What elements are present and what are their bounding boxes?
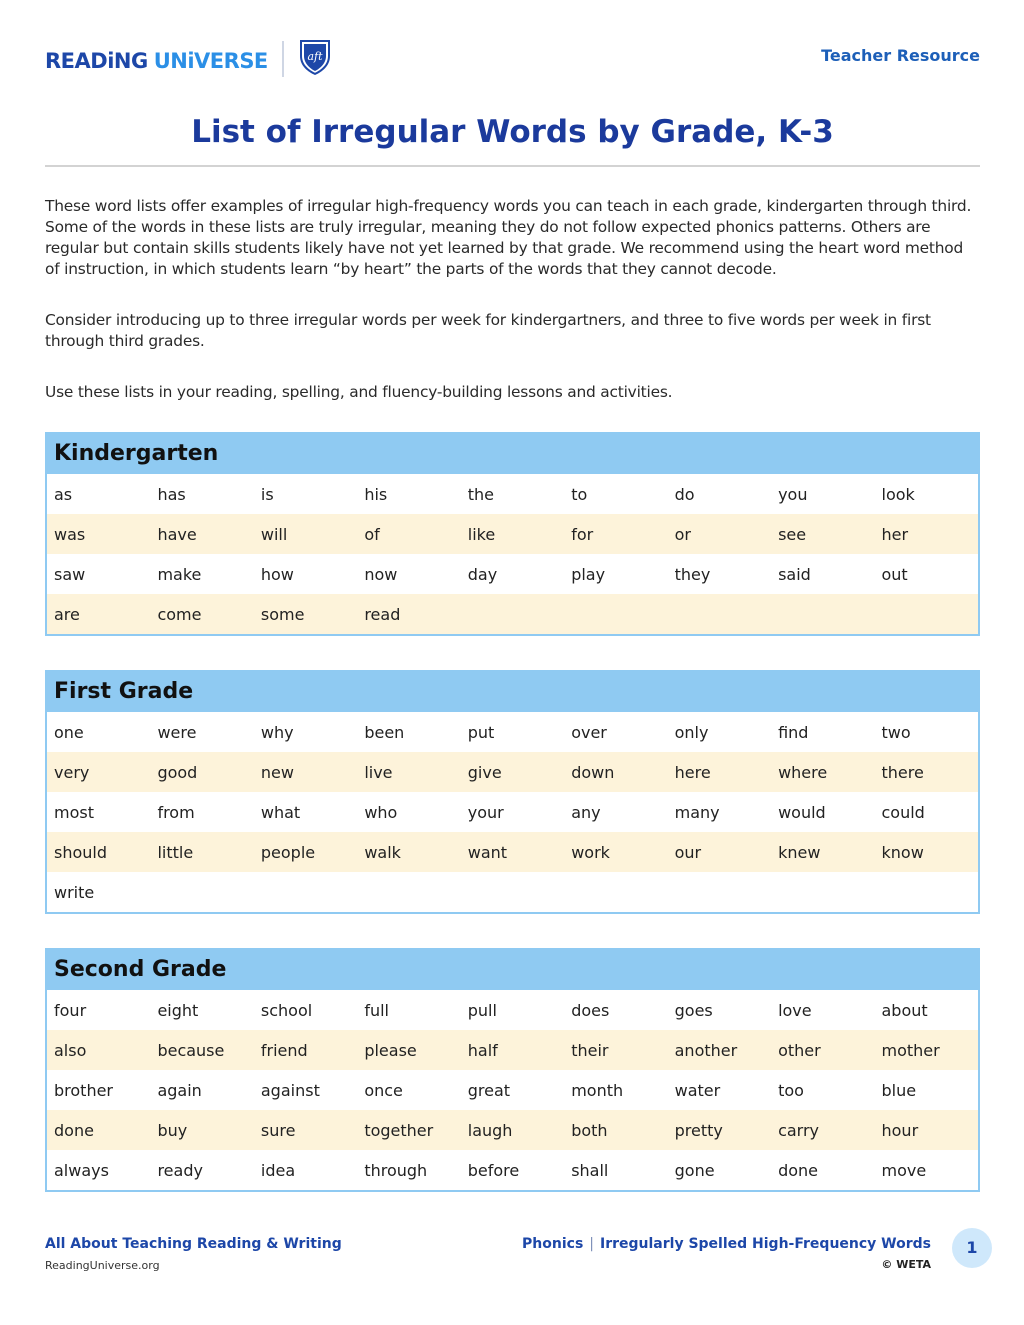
footer-subtopic: Irregularly Spelled High-Frequency Words xyxy=(600,1236,931,1252)
word-cell: half xyxy=(467,1040,498,1060)
word-cell: because xyxy=(157,1040,225,1060)
word-cell: school xyxy=(260,1000,313,1020)
word-cell: has xyxy=(157,484,186,504)
word-cell: too xyxy=(778,1080,804,1100)
word-cell: pretty xyxy=(674,1120,723,1140)
teacher-resource-label: Teacher Resource xyxy=(821,46,980,65)
word-cell: of xyxy=(364,524,380,544)
word-cell: out xyxy=(881,564,908,584)
word-cell: work xyxy=(571,842,610,862)
kindergarten-rows xyxy=(47,474,978,634)
word-cell: said xyxy=(778,564,811,584)
word-cell: is xyxy=(260,484,274,504)
footer-topic: Phonics xyxy=(522,1236,584,1252)
aft-logo-icon xyxy=(296,36,334,80)
word-cell: move xyxy=(881,1160,927,1180)
page-header xyxy=(45,34,980,78)
word-cell: over xyxy=(571,722,607,742)
table-row xyxy=(47,1110,978,1150)
table-row xyxy=(47,474,978,514)
word-cell: once xyxy=(364,1080,403,1100)
word-cell: laugh xyxy=(467,1120,513,1140)
table-row xyxy=(47,594,978,634)
word-cell: any xyxy=(571,802,601,822)
word-cell: month xyxy=(571,1080,624,1100)
table-row xyxy=(47,872,978,912)
word-cell: live xyxy=(364,762,393,782)
word-cell: his xyxy=(364,484,388,504)
first-grade-rows xyxy=(47,712,978,912)
word-cell: how xyxy=(260,564,294,584)
word-cell: pull xyxy=(467,1000,497,1020)
word-cell: are xyxy=(54,604,80,624)
word-cell: does xyxy=(571,1000,610,1020)
word-cell: as xyxy=(54,484,73,504)
word-cell: you xyxy=(778,484,808,504)
word-cell: want xyxy=(467,842,508,862)
word-cell: now xyxy=(364,564,398,584)
kindergarten-heading: Kindergarten xyxy=(47,434,978,474)
word-cell: been xyxy=(364,722,405,742)
word-cell: for xyxy=(571,524,594,544)
page-number-badge: 1 xyxy=(952,1228,992,1268)
table-row xyxy=(47,832,978,872)
word-cell: good xyxy=(157,762,198,782)
table-row xyxy=(47,752,978,792)
logo-reading-text: READiNG xyxy=(45,49,148,73)
word-cell: two xyxy=(881,722,911,742)
footer-separator: | xyxy=(589,1236,594,1252)
word-cell: saw xyxy=(54,564,86,584)
word-cell: before xyxy=(467,1160,520,1180)
word-cell: new xyxy=(260,762,294,782)
table-row xyxy=(47,514,978,554)
word-cell: make xyxy=(157,564,202,584)
word-cell: mother xyxy=(881,1040,940,1060)
word-cell: please xyxy=(364,1040,417,1060)
footer-series-title[interactable]: All About Teaching Reading & Writing xyxy=(45,1236,342,1252)
word-cell: know xyxy=(881,842,924,862)
word-cell: ready xyxy=(157,1160,203,1180)
word-cell: buy xyxy=(157,1120,188,1140)
word-cell: only xyxy=(674,722,709,742)
word-cell: friend xyxy=(260,1040,308,1060)
word-cell: both xyxy=(571,1120,608,1140)
word-cell: like xyxy=(467,524,496,544)
word-cell: also xyxy=(54,1040,87,1060)
word-cell: from xyxy=(157,802,195,822)
word-cell: would xyxy=(778,802,826,822)
word-cell: their xyxy=(571,1040,609,1060)
word-cell: done xyxy=(778,1160,818,1180)
word-cell: her xyxy=(881,524,909,544)
word-cell: full xyxy=(364,1000,389,1020)
word-cell: was xyxy=(54,524,86,544)
word-cell: most xyxy=(54,802,94,822)
word-cell: hour xyxy=(881,1120,919,1140)
word-cell: always xyxy=(54,1160,109,1180)
word-cell: other xyxy=(778,1040,821,1060)
word-cell: through xyxy=(364,1160,428,1180)
word-cell: very xyxy=(54,762,90,782)
word-cell: they xyxy=(674,564,711,584)
second-grade-heading: Second Grade xyxy=(47,950,978,990)
word-cell: where xyxy=(778,762,828,782)
table-row xyxy=(47,1150,978,1190)
word-cell: day xyxy=(467,564,498,584)
intro-paragraph-1: These word lists offer examples of irregular high-frequency words you can teach in each grade, kindergarten through third. Some of the words in these lists are truly irregular, meaning they do not follow expected phonics patterns. Others are regular but contain skills students likely have not yet learned by that grade. We recommend using the heart word method of instruction, in which students learn “by heart” the parts of the words that they cannot decode. xyxy=(45,197,972,278)
word-cell: write xyxy=(54,882,95,902)
word-cell: were xyxy=(157,722,197,742)
word-cell: again xyxy=(157,1080,202,1100)
word-cell: see xyxy=(778,524,807,544)
word-cell: find xyxy=(778,722,809,742)
word-cell: down xyxy=(571,762,615,782)
word-cell: put xyxy=(467,722,495,742)
word-cell: water xyxy=(674,1080,721,1100)
word-cell: great xyxy=(467,1080,511,1100)
table-row xyxy=(47,1070,978,1110)
second-grade-table xyxy=(45,948,980,1192)
logo-universe-text: UNiVERSE xyxy=(153,49,268,73)
word-cell: four xyxy=(54,1000,87,1020)
logo-divider xyxy=(282,41,284,77)
word-cell: who xyxy=(364,802,398,822)
word-cell: another xyxy=(674,1040,738,1060)
table-row xyxy=(47,554,978,594)
word-cell: give xyxy=(467,762,502,782)
logo-aft-text: aft xyxy=(307,50,323,63)
word-cell: could xyxy=(881,802,925,822)
word-cell: your xyxy=(467,802,504,822)
word-cell: what xyxy=(260,802,301,822)
word-cell: brother xyxy=(54,1080,114,1100)
first-grade-table xyxy=(45,670,980,914)
footer-topic-line xyxy=(522,1236,931,1252)
word-cell: many xyxy=(674,802,720,822)
table-row xyxy=(47,792,978,832)
word-cell: there xyxy=(881,762,924,782)
word-cell: play xyxy=(571,564,606,584)
word-cell: come xyxy=(157,604,202,624)
word-cell: people xyxy=(260,842,316,862)
word-cell: will xyxy=(260,524,288,544)
table-row xyxy=(47,712,978,752)
word-cell: one xyxy=(54,722,84,742)
word-cell: shall xyxy=(571,1160,609,1180)
footer-copyright: © WETA xyxy=(881,1258,931,1271)
table-row xyxy=(47,1030,978,1070)
title-divider xyxy=(45,165,980,167)
word-cell: goes xyxy=(674,1000,713,1020)
word-cell: against xyxy=(260,1080,320,1100)
word-cell: gone xyxy=(674,1160,715,1180)
word-cell: about xyxy=(881,1000,928,1020)
word-cell: or xyxy=(674,524,691,544)
word-cell: carry xyxy=(778,1120,820,1140)
first-grade-heading: First Grade xyxy=(47,672,978,712)
word-cell: walk xyxy=(364,842,401,862)
page-title: List of Irregular Words by Grade, K-3 xyxy=(191,114,834,150)
word-cell: read xyxy=(364,604,401,624)
word-cell: knew xyxy=(778,842,821,862)
word-cell: idea xyxy=(260,1160,296,1180)
word-cell: some xyxy=(260,604,305,624)
word-cell: do xyxy=(674,484,695,504)
word-cell: should xyxy=(54,842,108,862)
word-cell: together xyxy=(364,1120,434,1140)
word-cell: blue xyxy=(881,1080,917,1100)
second-grade-rows xyxy=(47,990,978,1190)
word-cell: the xyxy=(467,484,495,504)
footer-site-url[interactable]: ReadingUniverse.org xyxy=(45,1259,160,1272)
word-cell: little xyxy=(157,842,194,862)
word-cell: our xyxy=(674,842,702,862)
word-cell: have xyxy=(157,524,197,544)
intro-paragraph-2: Consider introducing up to three irregular words per week for kindergartners, and three to five words per week in first through third grades. xyxy=(45,311,931,350)
word-cell: look xyxy=(881,484,915,504)
word-cell: sure xyxy=(260,1120,296,1140)
word-cell: why xyxy=(260,722,294,742)
word-cell: eight xyxy=(157,1000,199,1020)
table-row xyxy=(47,990,978,1030)
kindergarten-table xyxy=(45,432,980,636)
word-cell: here xyxy=(674,762,711,782)
word-cell: done xyxy=(54,1120,94,1140)
word-cell: love xyxy=(778,1000,812,1020)
intro-paragraph-3: Use these lists in your reading, spelling, and fluency-building lessons and activities. xyxy=(45,383,673,401)
reading-universe-logo[interactable] xyxy=(45,42,334,80)
word-cell: to xyxy=(571,484,588,504)
